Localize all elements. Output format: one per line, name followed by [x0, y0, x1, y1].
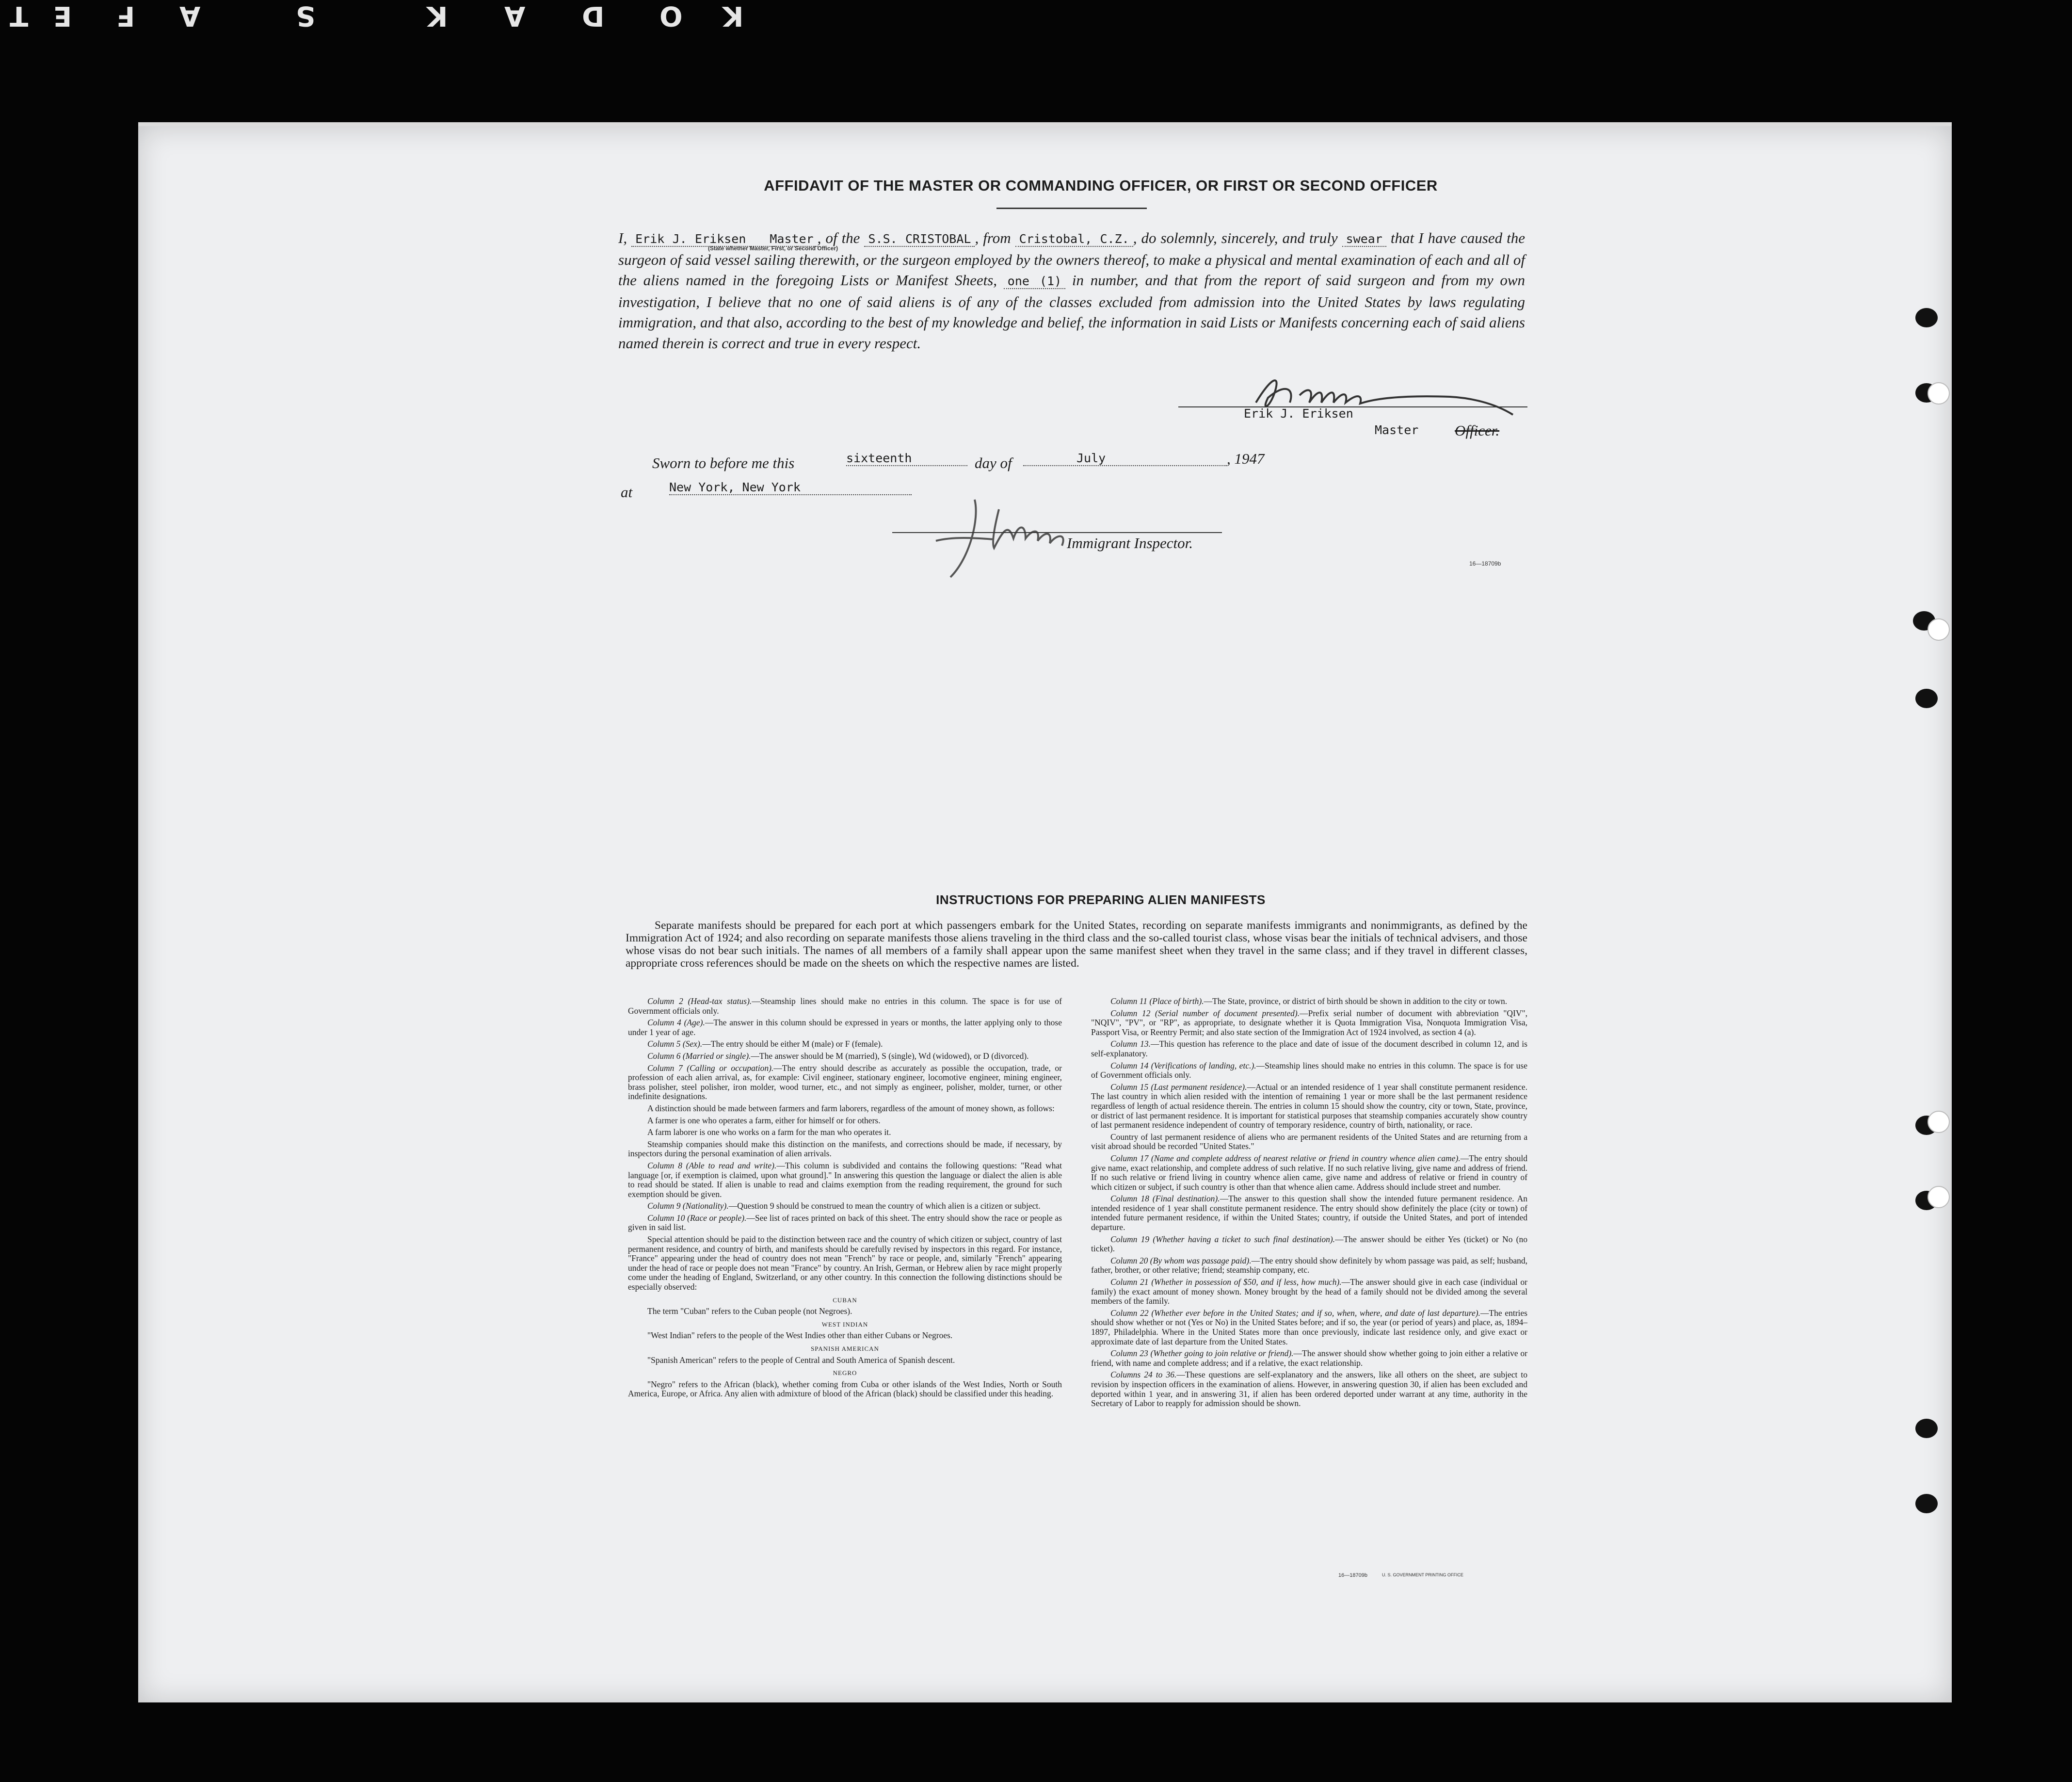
instruction-paragraph [1091, 1349, 1527, 1368]
instruction-paragraph [1091, 1061, 1527, 1080]
instruction-label: Columns 24 to 36. [1110, 1370, 1177, 1380]
binder-hole [1915, 1419, 1938, 1438]
officer-name: Erik J. Eriksen [635, 232, 746, 246]
instruction-paragraph [1091, 1278, 1527, 1306]
film-letter: A [179, 0, 201, 32]
binder-ring [1927, 382, 1950, 405]
instruction-label: Column 9 (Nationality). [647, 1201, 729, 1211]
instruction-paragraph [1091, 1235, 1527, 1254]
binder-hole [1915, 689, 1938, 708]
instruction-text: —The answer should give in each case (individual or family) the exact amount of money shown. Money brought by the head of a family should not be divided among the several members of the family. [1091, 1277, 1528, 1306]
instruction-text: —The entry should show definitely by whom passage was paid, as self; husband, father, brother, or other relative; friend; steamship company, etc. [1091, 1255, 1528, 1275]
of-the-text: , of the [817, 229, 860, 246]
instruction-text: "West Indian" refers to the people of the West Indies other than either Cubans or Negroes. [647, 1330, 953, 1341]
instruction-paragraph [1091, 1154, 1527, 1192]
film-letter: E [53, 0, 72, 32]
instruction-text: —The entry should be either M (male) or F (female). [702, 1039, 883, 1049]
instructions-title: INSTRUCTIONS FOR PREPARING ALIEN MANIFESTS [936, 892, 1266, 907]
instruction-paragraph [628, 1116, 1062, 1126]
instruction-paragraph [628, 1235, 1062, 1292]
instruction-text: —The answer should be either Yes (ticket) or No (no ticket). [1091, 1234, 1527, 1254]
document-sheet [138, 126, 1952, 1702]
instruction-text: —The answer should show whether going to join either a relative or friend, with name and complete address; and if a relative, the exact relationship. [1091, 1348, 1527, 1368]
year-prefix: , 19 [1227, 450, 1250, 467]
instruction-paragraph [1091, 997, 1527, 1006]
instruction-paragraph [1091, 1370, 1527, 1408]
instruction-label: Column 18 (Final destination). [1110, 1194, 1220, 1204]
instruction-label: Column 17 (Name and complete address of nearest relative or friend in country whence alien came). [1110, 1153, 1461, 1163]
instruction-text: —The answer to this question shall show the intended future permanent residence. An intended residence of 1 year shall constitute permanent residence. The entry should show definitely the place (city or town) of intended future permanent residence, if within the United States; country, if outside the United States, and port of intended departure. [1091, 1194, 1527, 1232]
instruction-label: Column 2 (Head-tax status). [647, 996, 752, 1006]
instruction-label: Column 5 (Sex). [647, 1039, 703, 1049]
instruction-paragraph [628, 1128, 1062, 1137]
film-letter: F [116, 0, 135, 32]
sworn-month: July [1023, 451, 1227, 466]
instruction-text: —Question 9 should be construed to mean the country of which alien is a citizen or subject. [728, 1201, 1041, 1211]
affidavit-i: I, [618, 229, 627, 246]
film-letter: O [659, 0, 683, 32]
film-letter: K [427, 0, 448, 32]
race-heading: WEST INDIAN [821, 1320, 868, 1328]
instruction-text: Steamship companies should make this distinction on the manifests, and corrections should be made, if necessary, by inspectors during the personal examination of alien arrivals. [628, 1139, 1062, 1159]
instruction-text: —The entries should show whether or not (Yes or No) in the United States before; and if so, the year (or period of years) and place, as, 1894–1897, Philadelphia. Where in the United States more than once previously, indicate last residence only, and give exact or approximate date of last departure from the United States. [1091, 1308, 1527, 1346]
instructions-right-column [1091, 997, 1527, 1411]
binder-ring [1927, 1186, 1950, 1208]
instruction-label: Column 11 (Place of birth). [1110, 996, 1204, 1006]
instruction-label: Column 21 (Whether in possession of $50, and if less, how much). [1110, 1277, 1342, 1287]
instruction-text: —Steamship lines should make no entries in this column. The space is for use of Government officials only. [628, 996, 1062, 1016]
officer-rank: Master [770, 232, 814, 246]
affidavit-title: AFFIDAVIT OF THE MASTER OR COMMANDING OFFICER, OR FIRST OR SECOND OFFICER [764, 177, 1438, 194]
instruction-paragraph [1091, 1083, 1527, 1130]
film-letter: D [582, 0, 605, 32]
instruction-text: Country of last permanent residence of aliens who are permanent residents of the United States and are returning from a visit abroad should be recorded "United States." [1091, 1132, 1527, 1151]
affidavit-text-2: that I have caused the surgeon of said vessel sailing therewith, or the surgeon employed by the owners thereof, to make a physical and mental examination of each and all of the aliens named in the foregoing Lists or Manifest Sheets, [618, 229, 1525, 289]
instruction-label: Column 4 (Age). [647, 1018, 705, 1028]
footer-form-code: 16—18709b [1338, 1572, 1367, 1578]
instruction-paragraph [1091, 1133, 1527, 1151]
instruction-label: Column 19 (Whether having a ticket to such final destination). [1110, 1234, 1335, 1244]
instruction-text: "Spanish American" refers to the people of Central and South America of Spanish descent. [647, 1355, 955, 1365]
instruction-paragraph [628, 1356, 1062, 1365]
instruction-paragraph [1091, 1309, 1527, 1346]
instruction-paragraph [628, 1104, 1062, 1114]
film-letter: A [504, 0, 526, 32]
instruction-paragraph [1091, 1194, 1527, 1232]
race-heading: SPANISH AMERICAN [811, 1345, 879, 1352]
instruction-label: Column 6 (Married or single). [647, 1051, 751, 1061]
instruction-paragraph [628, 1214, 1062, 1232]
film-letter: K [723, 0, 744, 32]
binder-hole [1915, 308, 1938, 327]
instruction-paragraph [628, 1331, 1062, 1341]
affidavit-text-3: in number, and that from the report of said surgeon and from my own investigation, I believe that no one of said aliens is of any of the classes excluded from admission into the United States by laws regulating immigration, and that also, according to the best of my knowledge and belief, the information in said Lists or Manifests concerning each of said aliens named therein is correct and true in every respect. [618, 272, 1526, 352]
instruction-paragraph [1091, 1009, 1527, 1037]
sworn-day: sixteenth [846, 451, 967, 466]
instruction-text: —The entry should give name, exact relationship, and complete address of such relative. If no such relative living, give name and address of friend. If no such relative or friend living in country whence alien came, give name and address of relative or friend in country of which citizen or subject, if such country is other than that whence alien came. Address should include street and number. [1091, 1153, 1528, 1192]
instruction-text: —Steamship lines should make no entries in this column. The space is for use of Government officials only. [1091, 1060, 1527, 1080]
instruction-text: A farm laborer is one who works on a farm for the man who operates it. [647, 1127, 891, 1137]
inspector-title: Immigrant Inspector. [1067, 535, 1193, 551]
instruction-label: Column 23 (Whether going to join relative or friend). [1110, 1348, 1294, 1359]
signature-typed-name: Erik J. Eriksen [1244, 406, 1353, 421]
binder-ring [1927, 618, 1950, 641]
instruction-label: Column 22 (Whether ever before in the United States; and if so, when, where, and date of last departure). [1110, 1308, 1480, 1318]
from-text: , from [975, 229, 1011, 246]
instruction-label: Column 14 (Verifications of landing, etc.). [1110, 1060, 1256, 1070]
film-letter: T [10, 0, 29, 32]
instruction-text: A farmer is one who operates a farm, either for himself or for others. [647, 1115, 881, 1125]
instruction-label: Column 15 (Last permanent residence). [1110, 1082, 1247, 1092]
instruction-paragraph [628, 1161, 1062, 1199]
instruction-paragraph [628, 1064, 1062, 1102]
instruction-paragraph [1091, 1256, 1527, 1275]
instruction-label: Column 7 (Calling or occupation). [647, 1063, 774, 1073]
inspector-signature-line [892, 532, 1222, 533]
footer-printer: U. S. GOVERNMENT PRINTING OFFICE [1382, 1572, 1463, 1577]
instruction-paragraph [628, 1307, 1062, 1316]
instruction-text: —The answer in this column should be expressed in years or months, the latter applying only to those under 1 year of age. [628, 1018, 1062, 1037]
instruction-label: Column 20 (By whom was passage paid). [1110, 1255, 1252, 1265]
at-text: at [621, 484, 633, 501]
film-letter: S [296, 0, 316, 32]
instruction-paragraph [628, 997, 1062, 1016]
instruction-text: —These questions are self-explanatory and the answers, like all others on the sheet, are subject to revision by inspection officers in the examination of aliens. However, in answering question 30, if alien has been excluded and deported within 1 year, and in answering 31, if alien has been ordered deported under warrant at any time, authority in the Secretary of Labor to reapply for admission should be shown. [1091, 1370, 1527, 1409]
film-edge-marking [0, 0, 761, 32]
instruction-text: —Actual or an intended residence of 1 year shall constitute permanent residence. The last country in which alien resided with the intention of remaining 1 year or more shall be the last permanent residence regardless of length of actual residence therein. The entries in column 15 should show the country, city or town, State, province, or district of last permanent residence. It is important for statistical purposes that steamship companies accurately show country of last permanent residence independent of country of temporary residence, country of birth, nationality, or race. [1091, 1082, 1527, 1130]
instruction-text: —The State, province, or district of birth should be shown in addition to the city or town. [1204, 996, 1508, 1006]
year-suffix: 47 [1249, 450, 1265, 467]
race-heading: NEGRO [833, 1369, 857, 1377]
instruction-text: —This question has reference to the place and date of issue of the document described in column 12, and is self-explanatory. [1091, 1039, 1527, 1058]
instruction-paragraph [628, 1052, 1062, 1061]
instruction-label: Column 8 (Able to read and write). [647, 1160, 777, 1170]
vessel-field: S.S. CRISTOBAL [864, 232, 975, 247]
sworn-location: New York, New York [669, 480, 912, 495]
signature-rank: Master [1375, 423, 1419, 437]
instruction-text: —The answer should be M (married), S (single), Wd (widowed), or D (divorced). [751, 1051, 1029, 1061]
instruction-paragraph [628, 1140, 1062, 1159]
instruction-label: Column 12 (Serial number of document presented). [1110, 1008, 1300, 1018]
race-heading: CUBAN [833, 1296, 857, 1304]
instruction-text: "Negro" refers to the African (black), whether coming from Cuba or other islands of the West Indies, North or South America, Europe, or Africa. Any alien with admixture of blood of the African (black) should be classified under this heading. [628, 1379, 1062, 1399]
instruction-text: Special attention should be paid to the distinction between race and the country of which citizen or subject, country of last permanent residence, and country of birth, and manifests should be carefully revised by inspectors in this regard. For instance, "France" appearing under the head of country does not mean "French" by race or people, and, similarly "French" appearing under the head of race or people does not mean "France" by country. An Irish, German, or Hebrew alien by race might properly come under the heading of England, Switzerland, or any other country. In this connection the following distinctions should be especially observed: [628, 1234, 1062, 1292]
sheets-count-field: one (1) [1004, 274, 1065, 289]
rank-note: (State whether Master, First, or Second Officer) [708, 245, 838, 252]
year-text [1227, 450, 1265, 468]
port-field: Cristobal, C.Z. [1015, 232, 1133, 247]
signature-struck-title: Officer. [1455, 422, 1500, 439]
title-divider [996, 208, 1147, 209]
binder-ring [1927, 1111, 1950, 1133]
oath-field: swear [1342, 232, 1386, 247]
instruction-paragraph [628, 1018, 1062, 1037]
affidavit-text-1: solemnly, sincerely, and truly [1160, 229, 1338, 246]
instruction-text: —See list of races printed on back of this sheet. The entry should show the race or people as given in said list. [628, 1213, 1062, 1232]
instructions-intro: Separate manifests should be prepared for each port at which passengers embark for the United States, recording on separate manifests immigrants and nonimmigrants, as defined by the Immigration Act of 1924; and also recording on separate manifests those aliens traveling in the third class and the so-called tourist class, whose visas bear the initials of technical advisers, and those whose visas do not bear such initials. The names of all members of a family shall appear upon the same manifest sheet when they travel in the same class; and if they travel in different classes, appropriate cross references should be made on the sheets on which the respective names are listed. [626, 919, 1527, 970]
form-code: 16—18709b [1469, 560, 1501, 567]
day-of-text: day of [975, 454, 1012, 471]
instruction-text: The term "Cuban" refers to the Cuban people (not Negroes). [647, 1306, 852, 1316]
instructions-left-column [628, 997, 1062, 1401]
instruction-text: —The entry should describe as accurately as possible the occupation, trade, or profession of each alien arrival, as, for example: Civil engineer, stationary engineer, locomotive engineer, mining engineer, brass polisher, steel polisher, iron molder, wood turner, etc., and not simply as engineer, polisher, molder, turner, or other indefinite designations. [628, 1063, 1062, 1102]
binder-hole [1915, 1494, 1938, 1513]
sworn-text: Sworn to before me this [652, 454, 795, 471]
instruction-text: —This column is subdivided and contains the following questions: "Read what language [or, if exemption is claimed, upon what ground]." In answering this question the language or dialect the alien is able to read should be stated. If alien is unable to read and claims exemption from the reading requirement, the ground for such exemption should be given. [628, 1160, 1062, 1199]
instruction-label: Column 13. [1110, 1039, 1151, 1049]
instruction-paragraph [1091, 1039, 1527, 1058]
instruction-paragraph [628, 1201, 1062, 1211]
do-text: , do [1133, 229, 1156, 246]
instruction-paragraph [628, 1039, 1062, 1049]
instruction-label: Column 10 (Race or people). [647, 1213, 747, 1223]
instruction-paragraph [628, 1380, 1062, 1399]
instruction-text: A distinction should be made between farmers and farm laborers, regardless of the amount of money shown, as follows: [647, 1103, 1055, 1113]
instruction-text: —Prefix serial number of document with abbreviation "QIV", "NQIV", "PV", or "RP", as appropriate, to designate whether it is Quota Immigration Visa, Nonquota Immigration Visa, Passport Visa, or Reentry Permit; and also state section of the Immigration Act of 1924 involved, as section 4 (a). [1091, 1008, 1527, 1037]
